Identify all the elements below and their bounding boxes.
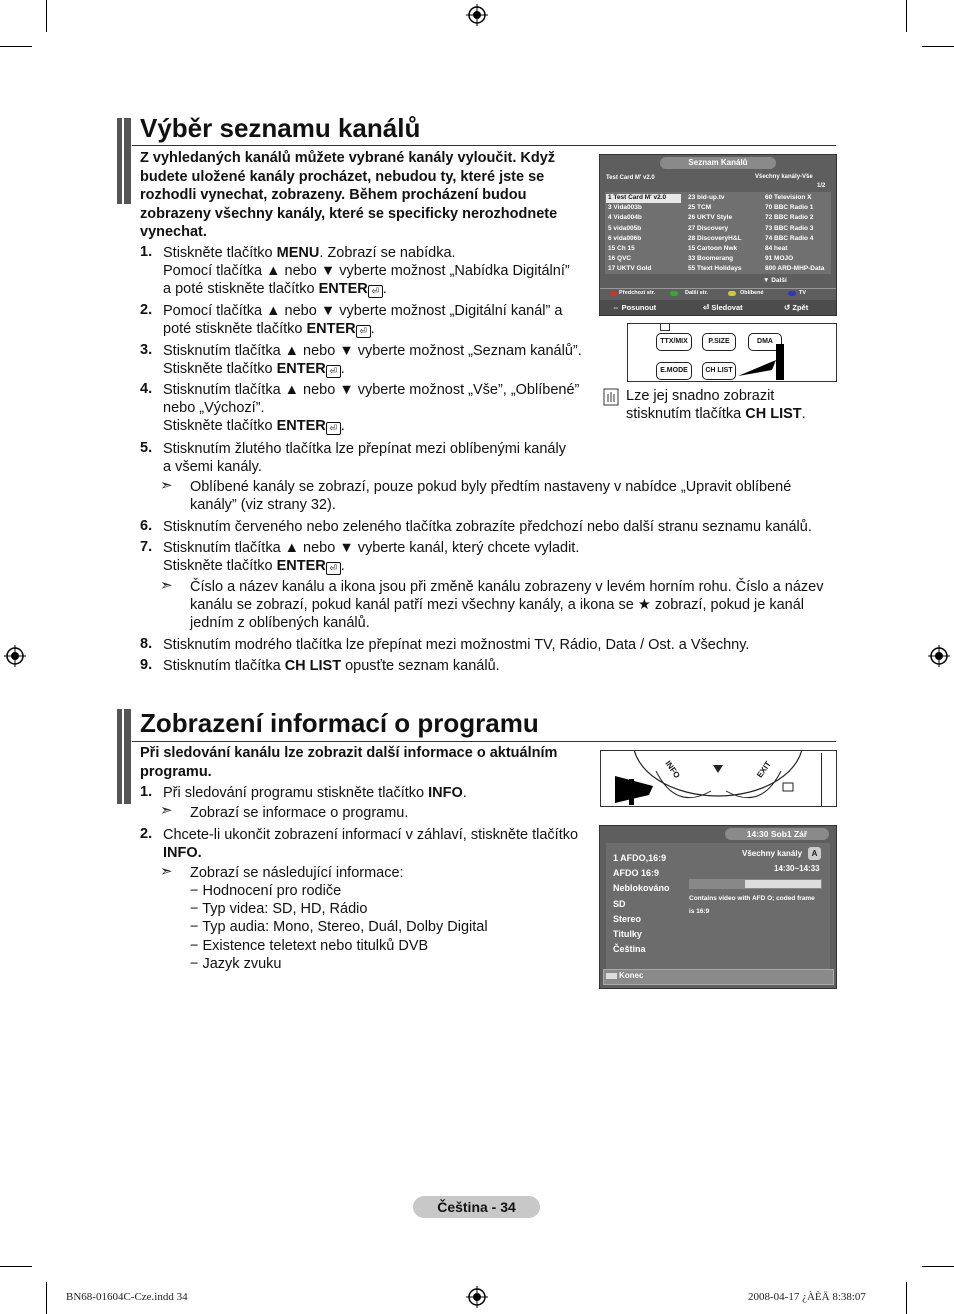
channel-entry[interactable]: 55 Ttext Holidays — [688, 265, 742, 273]
dma-button[interactable]: DMA — [748, 333, 782, 351]
channel-entry[interactable]: 72 BBC Radio 2 — [765, 214, 814, 222]
legend-green: Další str. — [685, 290, 708, 296]
legend-yellow: Oblíbené — [740, 290, 764, 296]
remote-dpad-icon — [601, 751, 836, 806]
channel-entry[interactable]: 73 BBC Radio 3 — [765, 224, 814, 232]
channel-entry[interactable]: 23 bid-up.tv — [688, 194, 725, 201]
note-text: Zobrazí se následující informace: — [190, 865, 404, 881]
legend-red: Předchozí str. — [619, 290, 656, 296]
description: Contains video with AFD O; coded frame — [689, 895, 815, 902]
file-info: BN68-01604C-Cze.indd 34 — [66, 1291, 188, 1303]
step-text: Pomocí tlačítka ▲ nebo ▼ vyberte možnost „Digitální kanál” a poté stiskněte tlačítko ENTER ⏎ . — [163, 303, 563, 338]
channel-entry[interactable]: 70 BBC Radio 1 — [765, 204, 814, 212]
program-detail: Čeština — [613, 944, 646, 955]
nav-move: ⇔ Posunout — [612, 303, 657, 312]
step-text: Stisknutím žlutého tlačítka lze přepínat mezi oblíbenými kanály a všemi kanály. — [163, 441, 566, 476]
info-bullets: − Hodnocení pro rodiče − Typ videa: SD, HD, Rádio − Typ audia: Mono, Stereo, Duál, Dolby Digital − Existence teletext nebo titulků DVB − Jazyk zvuku — [190, 883, 488, 972]
step-number: 3. — [140, 342, 153, 358]
registration-mark-icon — [4, 645, 26, 667]
remote-illustration — [600, 750, 837, 807]
exit-key-icon — [606, 973, 617, 979]
time-range: 14:30~14:33 — [774, 864, 820, 873]
step-text: Při sledování programu stiskněte tlačítko INFO. — [163, 785, 467, 801]
step-number: 8. — [140, 636, 153, 652]
note-arrow-icon: ➣ — [160, 802, 173, 819]
pointer-arrow-icon — [736, 340, 786, 380]
step-text: Stisknutím tlačítka ▲ nebo ▼ vyberte kanál, který chcete vyladit. Stiskněte tlačítko ENTER ⏎ . — [163, 540, 580, 575]
section-bar — [124, 709, 131, 804]
tip-text: Lze jej snadno zobrazit stisknutím tlačítka CH LIST. — [626, 388, 806, 423]
nav-back: ↺ Zpět — [784, 303, 809, 312]
note-text: Oblíbené kanály se zobrazí, pouze pokud byly předtím nastaveny v nabídce „Upravit oblíbené kanály” (viz strany 32). — [190, 479, 792, 514]
section-bar — [117, 709, 122, 804]
step-number: 2. — [140, 302, 153, 318]
step-number: 9. — [140, 657, 153, 673]
current-channel: Test Card M' v2.0 — [606, 175, 655, 181]
channel-entry[interactable]: 800 ARD-MHP-Data — [765, 265, 825, 273]
channel-entry[interactable]: 15 Ch 15 — [608, 245, 635, 252]
step-text: INFO. — [163, 845, 202, 861]
progress-bar — [689, 879, 822, 889]
channel-entry[interactable]: 91 MOJO — [765, 255, 794, 263]
step-number: 2. — [140, 826, 153, 842]
step-text: Chcete-li ukončit zobrazení informací v záhlaví, stiskněte tlačítko — [163, 827, 579, 843]
section-intro: Z vyhledaných kanálů můžete vybrané kanály vyloučit. Když budete uložené kanály procházet, nebudou ty, které jste se rozhodli vynechat, zobrazeny. Během procházení budou zobrazeny všechny kanály, které se specificky nerozhodnete vynechat. — [140, 150, 558, 240]
section-bar — [124, 118, 131, 204]
page-number-badge: Čeština - 34 — [413, 1196, 540, 1218]
all-channels-label: Všechny kanály — [742, 849, 803, 858]
step-number: 1. — [140, 784, 153, 800]
screen-header: 14:30 Sob1 Zář — [746, 829, 808, 839]
screen-header: Seznam Kanálů — [688, 158, 748, 167]
print-date: 2008-04-17 ¿ÀÈÄ 8:38:07 — [748, 1291, 866, 1303]
channel-entry[interactable]: 1 Test Card M' v2.0 — [608, 194, 667, 201]
channel-entry[interactable]: 60 Television X — [765, 194, 812, 201]
exit-label: Konec — [619, 971, 644, 980]
tv-icon — [660, 324, 670, 331]
section-rule — [132, 741, 836, 742]
channel-entry[interactable]: 6 vida006b — [608, 234, 642, 242]
step-text: Stisknutím tlačítka ▲ nebo ▼ vyberte možnost „Vše”, „Oblíbené” nebo „Výchozí”. Stiskněte tlačítko ENTER ⏎ . — [163, 382, 580, 435]
channel-entry[interactable]: 5 vida005b — [608, 224, 642, 232]
ch-list-button[interactable]: CH LIST — [702, 362, 736, 380]
legend-blue: TV — [799, 290, 807, 296]
step-number: 7. — [140, 539, 153, 555]
note-arrow-icon: ➣ — [160, 477, 173, 494]
step-number: 1. — [140, 244, 153, 260]
program-info-screen — [599, 825, 837, 989]
program-detail: Titulky — [613, 929, 642, 939]
note-arrow-icon: ➣ — [160, 577, 173, 594]
info-button[interactable]: INFO — [663, 759, 682, 780]
registration-mark-icon — [466, 4, 488, 26]
channel-entry[interactable]: 25 TCM — [688, 204, 712, 212]
step-text: Stisknutím modrého tlačítka lze přepínat mezi možnostmi TV, Rádio, Data / Ost. a Všechny. — [163, 637, 750, 653]
exit-button[interactable]: EXIT — [755, 759, 773, 780]
channel-entry[interactable]: 28 DiscoveryH&L — [688, 234, 742, 242]
nav-watch: ⏎ Sledovat — [703, 303, 743, 312]
channel-entry[interactable]: 3 Vida003b — [608, 204, 642, 212]
note-text: Číslo a název kanálu a ikona jsou při změně kanálu zobrazeny v levém horním rohu. Číslo a název kanálu se zobrazí, pokud kanál patří mezi všechny kanály, a ikona se ★ zobrazí, pokud je kanál jedním z oblíbených kanálů. — [190, 579, 824, 632]
section-title: Výběr seznamu kanálů — [140, 113, 421, 143]
section-bar — [117, 118, 122, 204]
program-detail: Neblokováno — [613, 883, 670, 894]
channel-entry[interactable]: 74 BBC Radio 4 — [765, 234, 814, 242]
channel-list-screen — [599, 154, 837, 316]
channel-entry[interactable]: 27 Discovery — [688, 224, 729, 232]
registration-mark-icon — [928, 645, 950, 667]
step-number: 4. — [140, 381, 153, 397]
note-text: Zobrazí se informace o programu. — [190, 805, 409, 821]
program-detail: SD — [613, 898, 626, 909]
channel-entry[interactable]: 15 Cartoon Nwk — [688, 245, 738, 252]
hand-tip-icon — [603, 388, 619, 406]
badge-icon: A — [808, 847, 821, 860]
registration-mark-icon — [466, 1286, 488, 1308]
note-arrow-icon: ➣ — [160, 863, 173, 880]
section-intro: Při sledování kanálu lze zobrazit další informace o aktuálním programu. — [140, 745, 558, 780]
program-detail: 1 AFDO,16:9 — [613, 853, 667, 863]
channel-entry[interactable]: 84 heat — [765, 245, 788, 252]
step-text: Stisknutím červeného nebo zeleného tlačítka zobrazíte předchozí nebo další stranu seznamu kanálů. — [163, 519, 812, 535]
step-text: Stisknutím tlačítka ▲ nebo ▼ vyberte možnost „Seznam kanálů”. Stiskněte tlačítko ENTER ⏎ . — [163, 343, 582, 378]
section-rule — [132, 145, 836, 146]
page-indicator: 1/2 — [817, 183, 826, 189]
step-number: 5. — [140, 440, 153, 456]
section-title: Zobrazení informací o programu — [140, 708, 539, 738]
channel-entry[interactable]: 33 Boomerang — [688, 255, 734, 263]
program-detail: Stereo — [613, 913, 642, 924]
e-mode-button[interactable]: E.MODE — [656, 362, 692, 380]
p-size-button[interactable]: P.SIZE — [702, 333, 736, 351]
step-text: Stiskněte tlačítko MENU. Zobrazí se nabídka. Pomocí tlačítka ▲ nebo ▼ vyberte možnost „Nabídka Digitální” a poté stiskněte tlačítko ENTER ⏎ . — [163, 245, 570, 298]
step-text: Stisknutím tlačítka CH LIST opusťte seznam kanálů. — [163, 658, 500, 674]
remote-illustration — [627, 323, 837, 382]
more-label: ▼ Další — [763, 277, 787, 284]
ttx-mix-button[interactable]: TTX/MIX — [656, 333, 692, 351]
program-detail: AFDO 16:9 — [613, 868, 660, 879]
channel-entry[interactable]: 26 UKTV Style — [688, 214, 733, 222]
channel-entry[interactable]: 16 QVC — [608, 255, 632, 263]
channel-entry[interactable]: 17 UKTV Gold — [608, 265, 652, 273]
channel-entry[interactable]: 4 Vida004b — [608, 214, 642, 222]
step-number: 6. — [140, 518, 153, 534]
description: is 16:9 — [689, 908, 710, 915]
channel-filter: Všechny kanály-Vše — [755, 174, 813, 180]
